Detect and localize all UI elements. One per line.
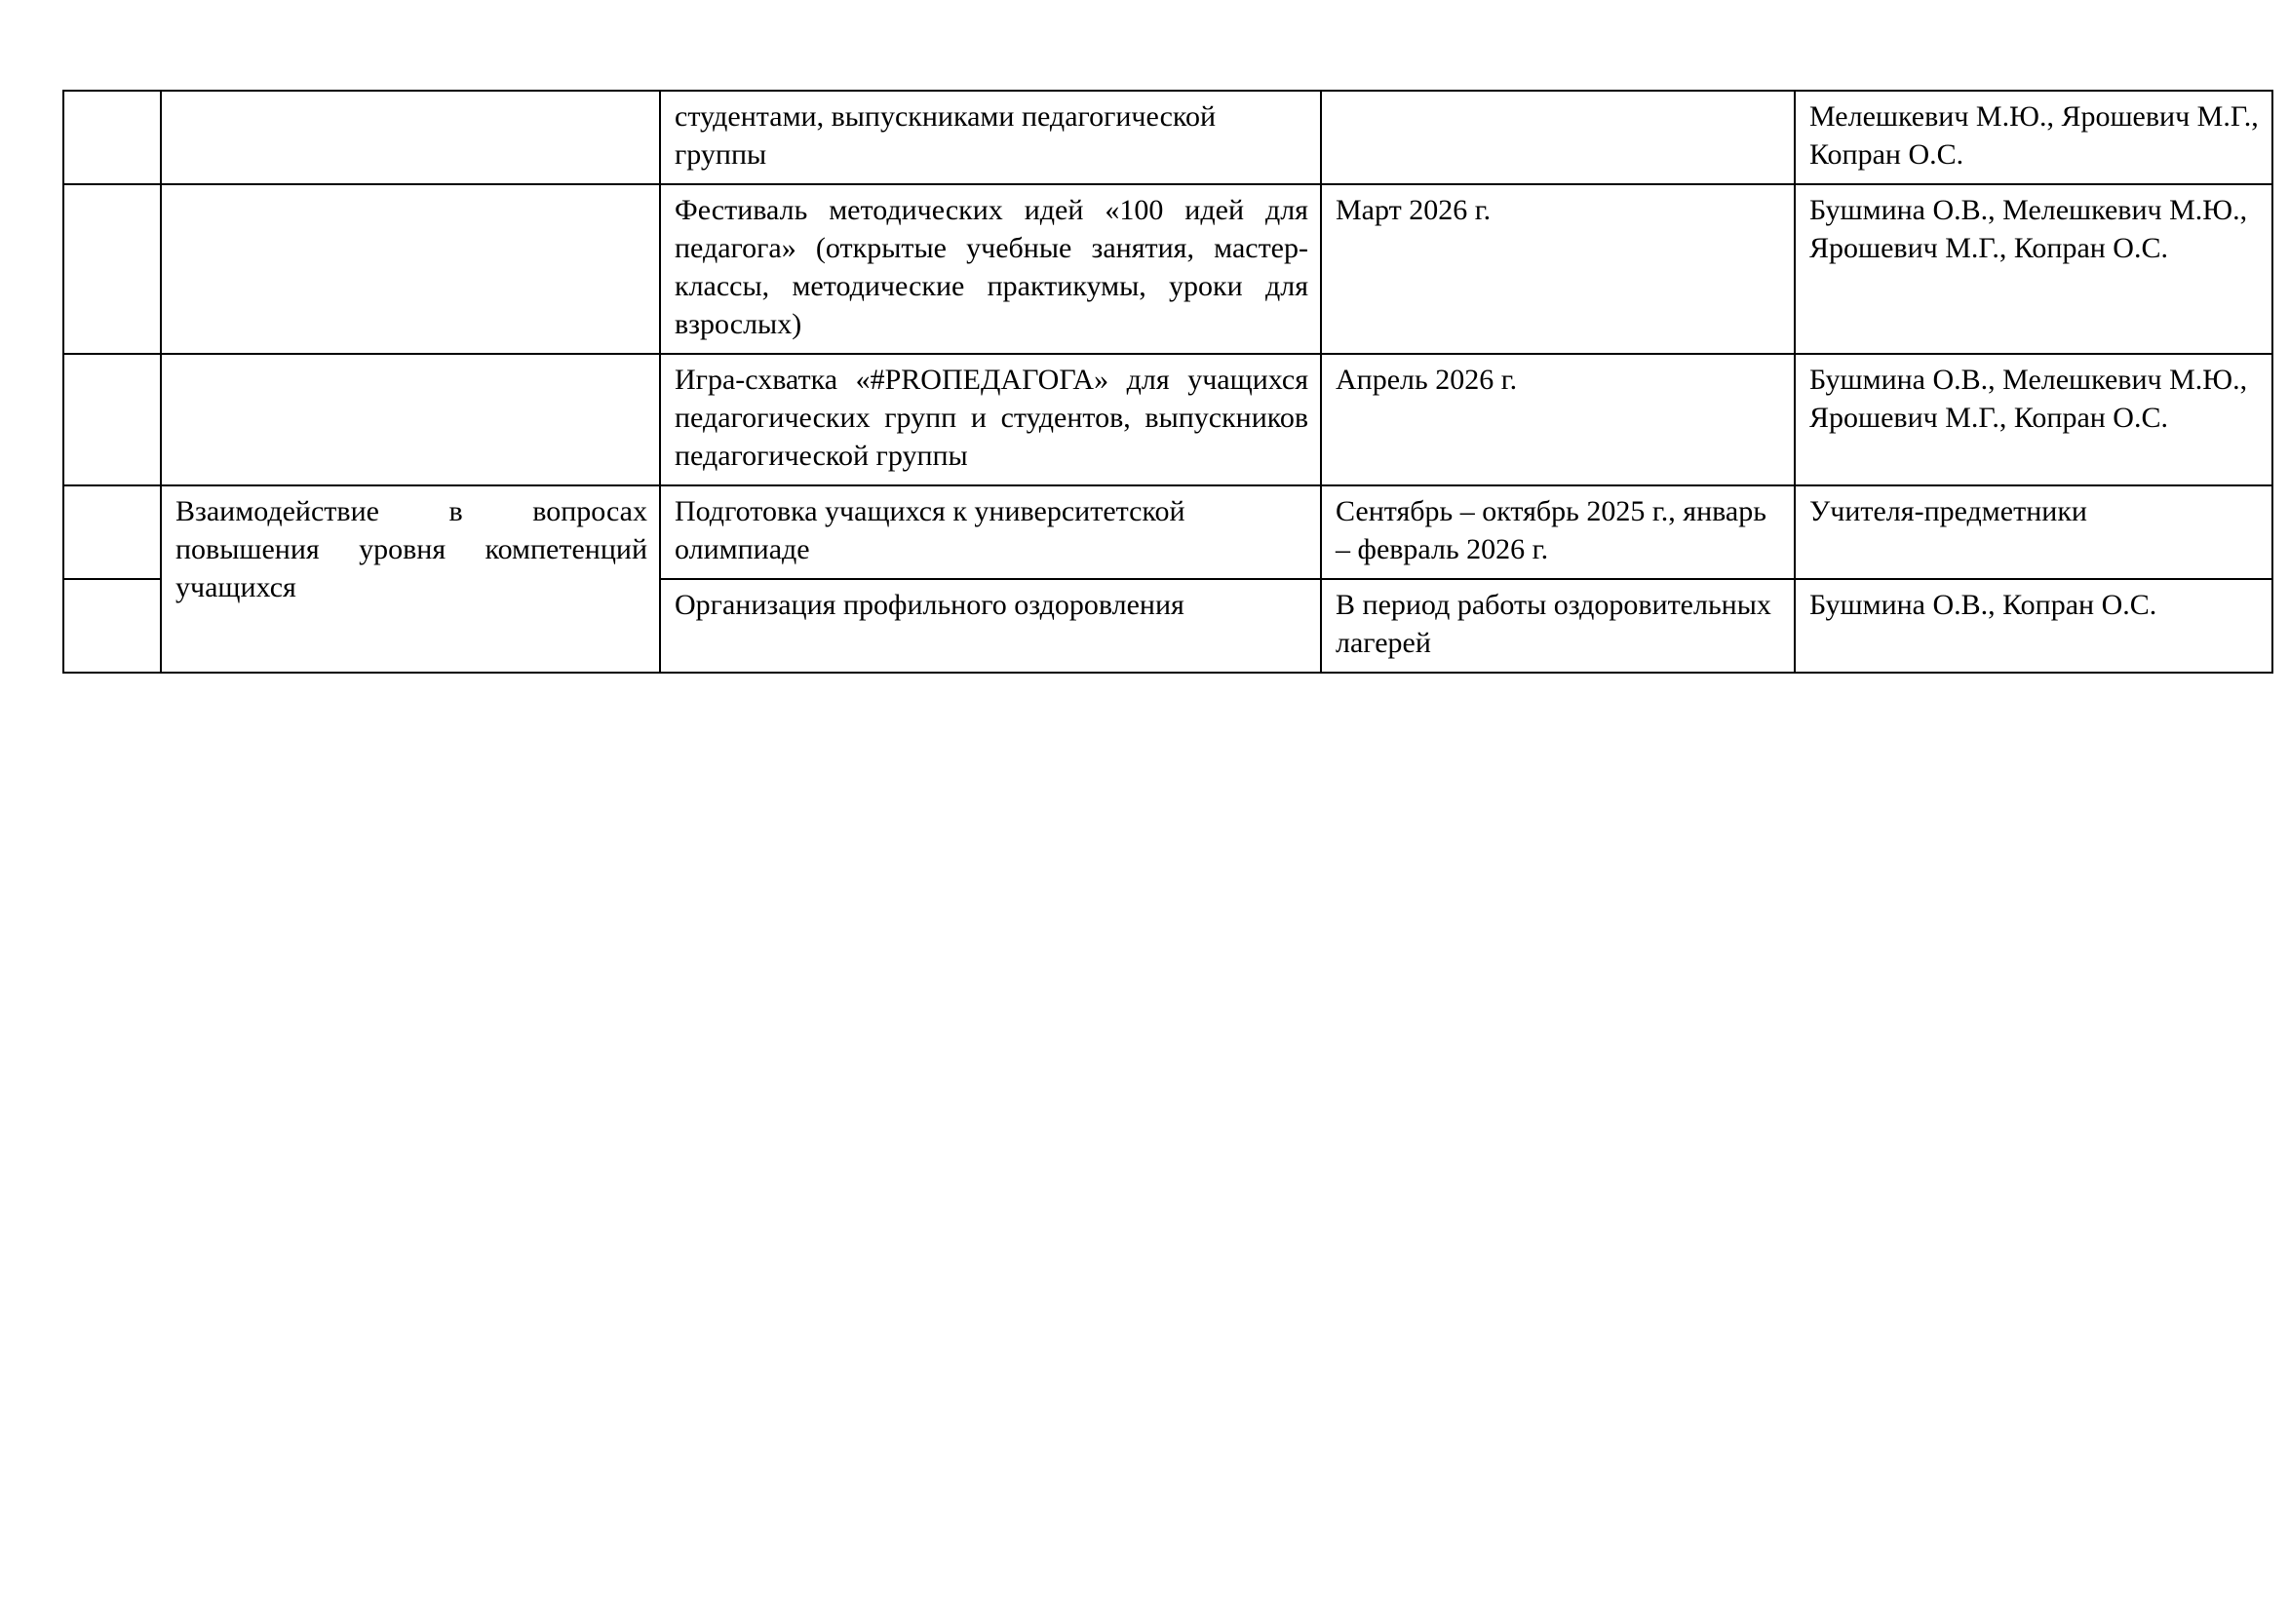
- cell-responsible: Мелешкевич М.Ю., Ярошевич М.Г., Копран О.С.: [1795, 91, 2272, 184]
- cell-responsible: Учителя-предметники: [1795, 485, 2272, 579]
- table-row: [63, 91, 2272, 184]
- table-row: [63, 485, 2272, 579]
- cell-term: В период работы оздоровительных лагерей: [1321, 579, 1795, 673]
- table-row: [63, 184, 2272, 354]
- cell-term: Сентябрь – октябрь 2025 г., январь – февраль 2026 г.: [1321, 485, 1795, 579]
- cell-event: Подготовка учащихся к университетской олимпиаде: [660, 485, 1321, 579]
- cell-responsible: Бушмина О.В., Мелешкевич М.Ю., Ярошевич М.Г., Копран О.С.: [1795, 184, 2272, 354]
- cell-number: [63, 184, 161, 354]
- cell-direction: [161, 184, 660, 354]
- cell-number: [63, 91, 161, 184]
- cell-direction: [161, 354, 660, 485]
- cell-responsible: Бушмина О.В., Мелешкевич М.Ю., Ярошевич М.Г., Копран О.С.: [1795, 354, 2272, 485]
- cell-number: [63, 354, 161, 485]
- cell-event: студентами, выпускниками педагогической группы: [660, 91, 1321, 184]
- cell-term: Март 2026 г.: [1321, 184, 1795, 354]
- table-body: [63, 91, 2272, 673]
- cell-event: Фестиваль методических идей «100 идей для педагога» (открытые учебные занятия, мастер-классы, методические практикумы, уроки для взрослых): [660, 184, 1321, 354]
- cell-direction: [161, 91, 660, 184]
- cell-direction: Взаимодействие в вопросах повышения уровня компетенций учащихся: [161, 485, 660, 673]
- schedule-table: [62, 90, 2273, 674]
- cell-responsible: Бушмина О.В., Копран О.С.: [1795, 579, 2272, 673]
- cell-number: [63, 579, 161, 673]
- cell-event: Игра-схватка «#PROПЕДАГОГА» для учащихся педагогических групп и студентов, выпускников педагогической группы: [660, 354, 1321, 485]
- cell-term: Апрель 2026 г.: [1321, 354, 1795, 485]
- cell-number: [63, 485, 161, 579]
- cell-term: [1321, 91, 1795, 184]
- table-row: [63, 354, 2272, 485]
- cell-event: Организация профильного оздоровления: [660, 579, 1321, 673]
